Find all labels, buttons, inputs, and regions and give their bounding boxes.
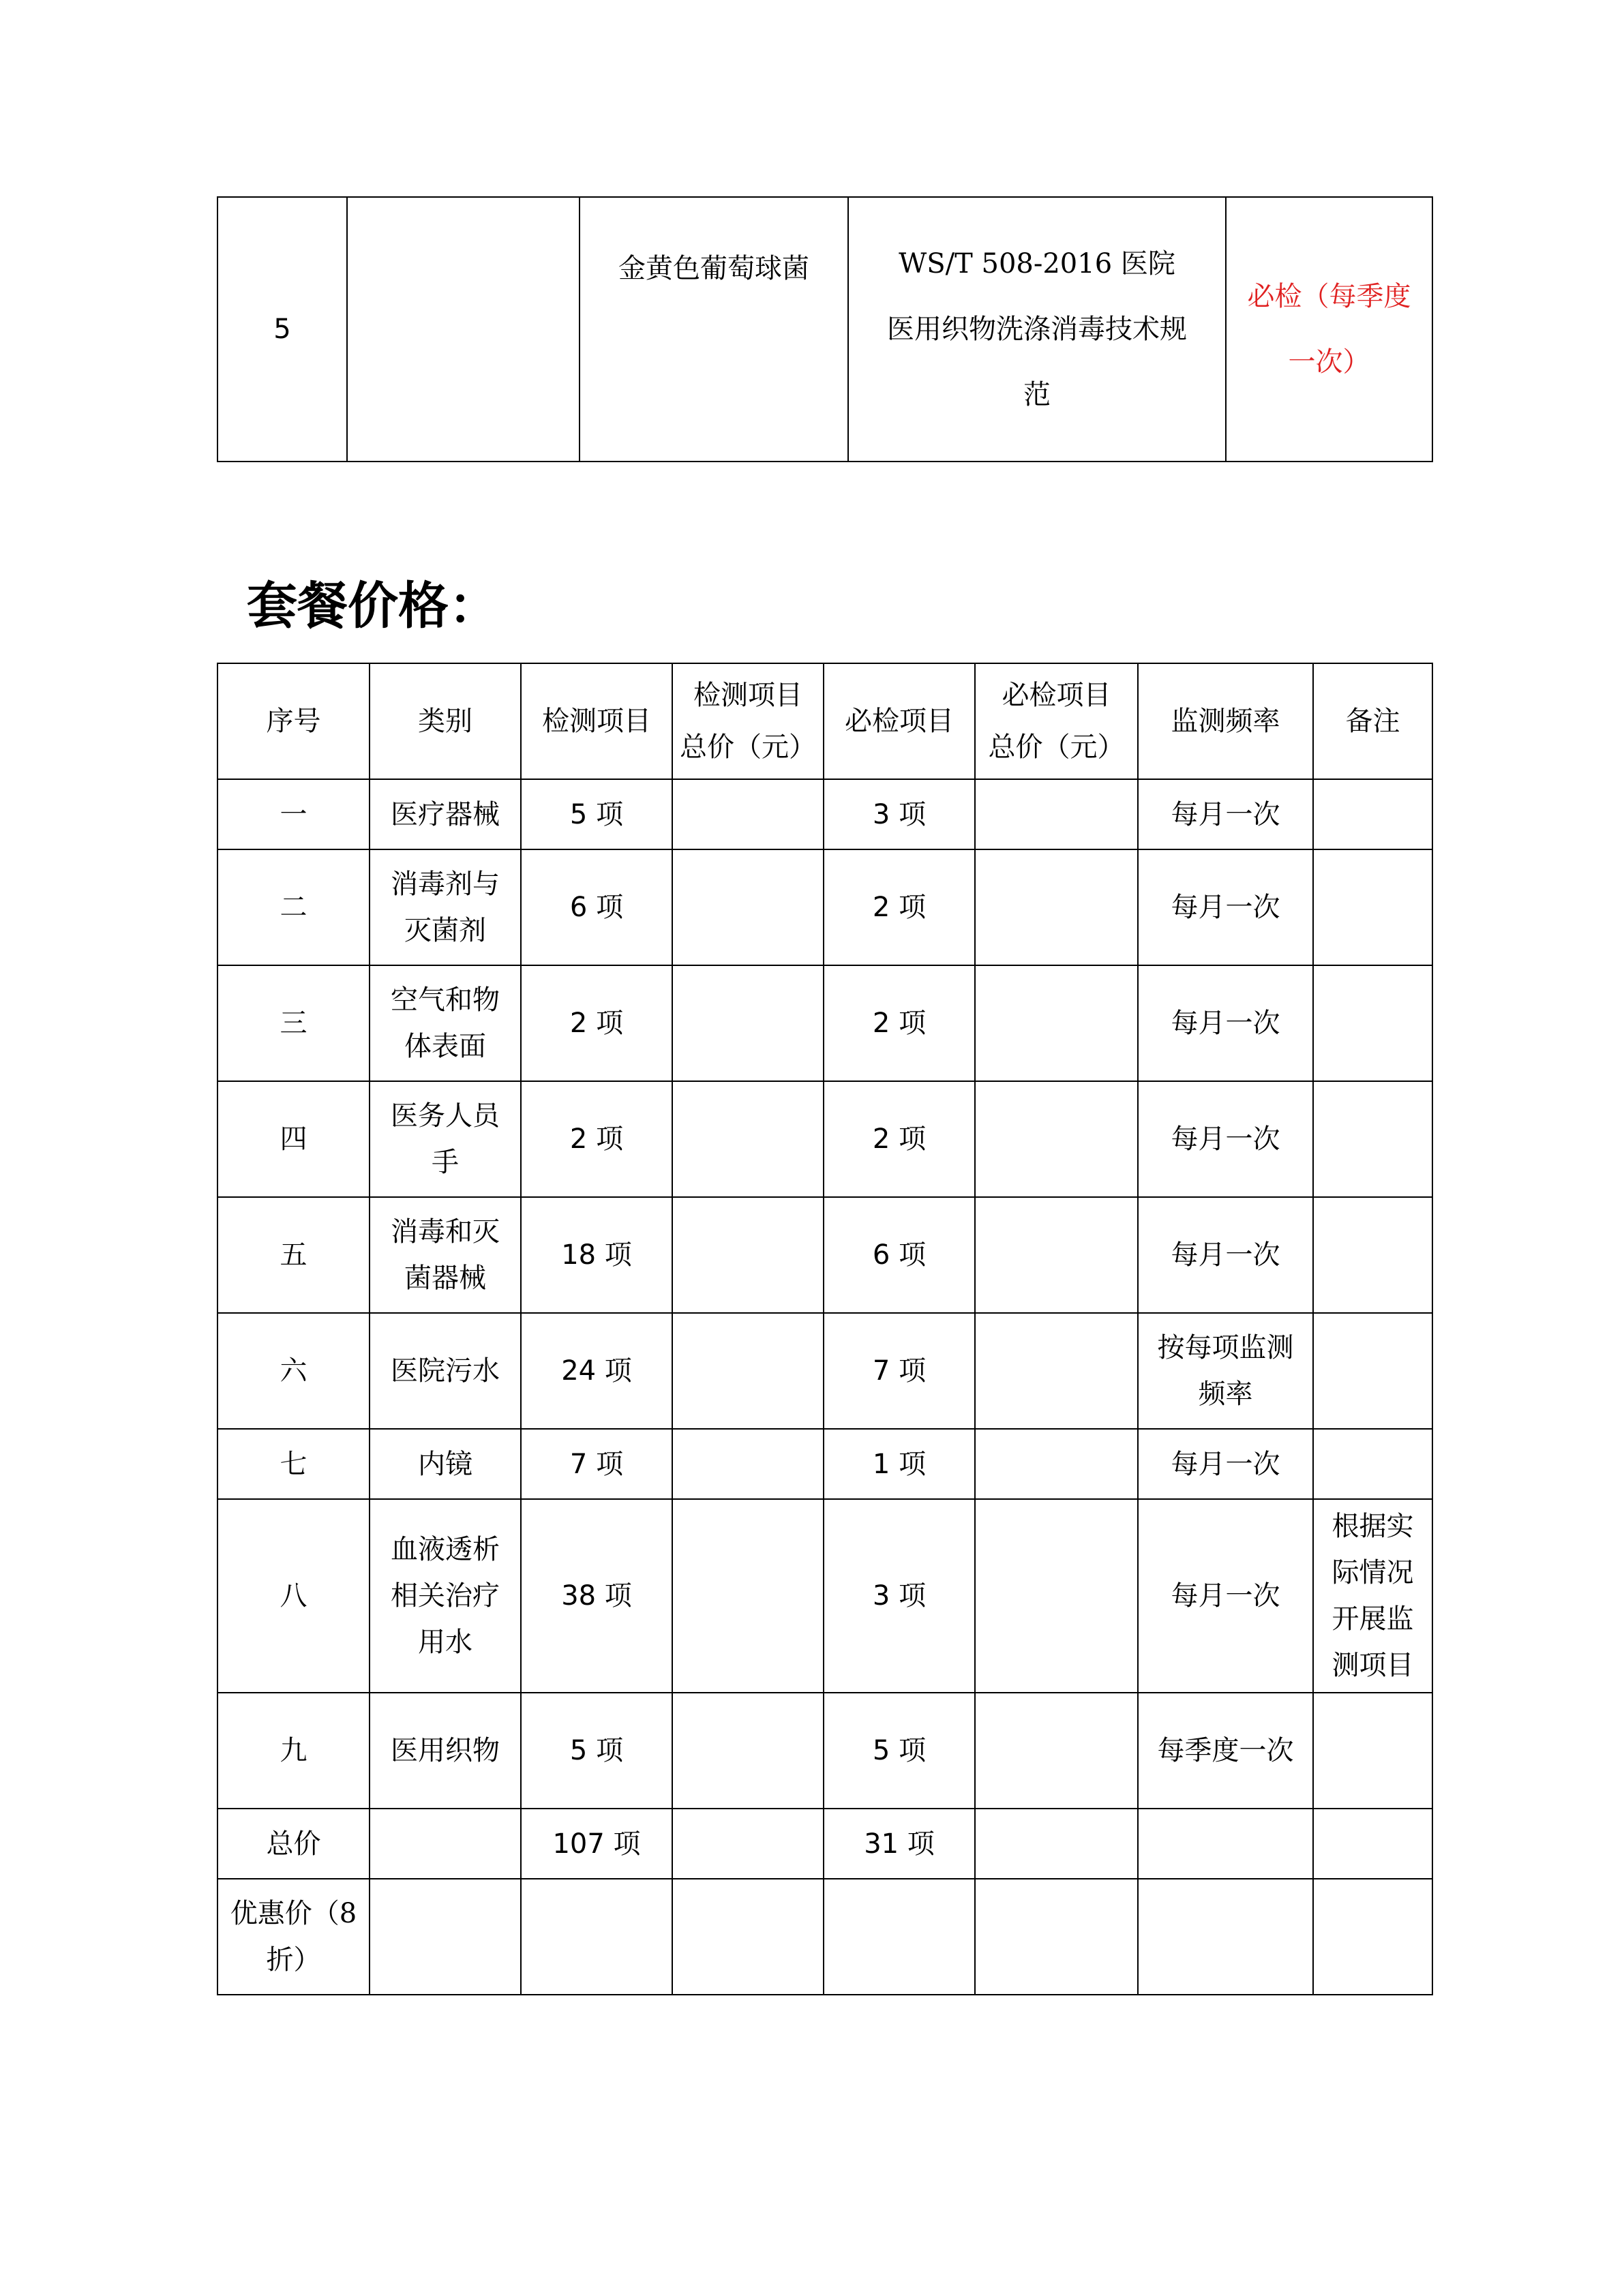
cell-required-items: 3 项 [824, 779, 975, 849]
table-row [217, 1429, 1432, 1499]
discount-category [370, 1879, 521, 1995]
header-row [217, 663, 1432, 779]
cell-test-total [672, 965, 824, 1081]
header-frequency: 监测频率 [1138, 663, 1313, 779]
cell-index: 七 [217, 1429, 370, 1499]
cell-required-items: 1 项 [824, 1429, 975, 1499]
category-line-1: 消毒剂与 [391, 868, 500, 900]
cell-remarks [1313, 849, 1432, 965]
cell-index: 六 [217, 1313, 370, 1429]
cell-frequency [1138, 1313, 1313, 1429]
header-remarks: 备注 [1313, 663, 1432, 779]
table-row [217, 965, 1432, 1081]
cell-frequency: 每月一次 [1138, 965, 1313, 1081]
cell-category: 医院污水 [370, 1313, 521, 1429]
total-required-items: 31 项 [824, 1809, 975, 1879]
standard-line-1: WS/T 508-2016 医院 [899, 248, 1175, 280]
remarks-line-3: 开展监 [1332, 1603, 1414, 1635]
cell-index: 一 [217, 779, 370, 849]
cell-required-items: 2 项 [824, 849, 975, 965]
category-line-2: 手 [432, 1147, 459, 1178]
cell-required-items: 2 项 [824, 965, 975, 1081]
category-line-1: 消毒和灭 [391, 1216, 500, 1248]
cell-required-total [975, 1197, 1138, 1313]
cell-test-items: 6 项 [521, 849, 672, 965]
total-label: 总价 [217, 1809, 370, 1879]
table-row [217, 197, 1432, 462]
cell-test-total [672, 1313, 824, 1429]
frequency-line-2: 频率 [1198, 1378, 1253, 1410]
sampling-items-table [217, 196, 1433, 462]
cell-test-total [672, 1197, 824, 1313]
row-item: 金黄色葡萄球菌 [580, 197, 848, 462]
category-line-1: 血液透析 [391, 1534, 500, 1565]
table-row [217, 1313, 1432, 1429]
cell-frequency: 每月一次 [1138, 1499, 1313, 1693]
table-row [217, 1499, 1432, 1693]
cell-test-items: 7 项 [521, 1429, 672, 1499]
total-row [217, 1809, 1432, 1879]
cell-index: 四 [217, 1081, 370, 1197]
table-row [217, 1081, 1432, 1197]
cell-category [370, 965, 521, 1081]
cell-test-total [672, 779, 824, 849]
cell-required-total [975, 1081, 1138, 1197]
cell-category: 内镜 [370, 1429, 521, 1499]
cell-test-items: 38 项 [521, 1499, 672, 1693]
cell-test-total [672, 1693, 824, 1809]
cell-index: 九 [217, 1693, 370, 1809]
category-line-2: 灭菌剂 [404, 915, 486, 946]
table-row [217, 1197, 1432, 1313]
total-required-price [975, 1809, 1138, 1879]
cell-test-items: 2 项 [521, 1081, 672, 1197]
discount-label [217, 1879, 370, 1995]
category-line-3: 用水 [418, 1627, 472, 1658]
row-note [1226, 197, 1432, 462]
header-required-total [975, 663, 1138, 779]
category-line-2: 菌器械 [404, 1263, 486, 1294]
header-required-total-line-2: 总价（元） [988, 731, 1125, 763]
cell-remarks [1313, 779, 1432, 849]
cell-test-total [672, 1429, 824, 1499]
note-line-2: 一次） [1288, 346, 1370, 378]
category-line-1: 空气和物 [391, 984, 500, 1016]
total-category [370, 1809, 521, 1879]
cell-required-total [975, 779, 1138, 849]
cell-required-items: 2 项 [824, 1081, 975, 1197]
cell-test-items: 18 项 [521, 1197, 672, 1313]
discount-required-items [824, 1879, 975, 1995]
cell-test-items: 5 项 [521, 1693, 672, 1809]
category-line-2: 体表面 [404, 1031, 486, 1062]
cell-remarks [1313, 1429, 1432, 1499]
cell-required-total [975, 965, 1138, 1081]
discount-label-line-2: 折） [266, 1944, 321, 1976]
table-row [217, 779, 1432, 849]
cell-test-items: 24 项 [521, 1313, 672, 1429]
cell-category [370, 1081, 521, 1197]
discount-remarks [1313, 1879, 1432, 1995]
total-remarks [1313, 1809, 1432, 1879]
cell-remarks [1313, 1081, 1432, 1197]
cell-category: 医用织物 [370, 1693, 521, 1809]
total-frequency [1138, 1809, 1313, 1879]
header-test-total-line-2: 总价（元） [680, 731, 816, 763]
header-required-total-line-1: 必检项目 [1002, 680, 1111, 711]
cell-remarks [1313, 1499, 1432, 1693]
header-category: 类别 [370, 663, 521, 779]
category-line-1: 医务人员 [391, 1100, 500, 1132]
row-category [347, 197, 580, 462]
cell-frequency: 每月一次 [1138, 849, 1313, 965]
discount-required-price [975, 1879, 1138, 1995]
cell-remarks [1313, 1313, 1432, 1429]
cell-category [370, 1499, 521, 1693]
total-test-price [672, 1809, 824, 1879]
cell-required-items: 3 项 [824, 1499, 975, 1693]
discount-label-line-1: 优惠价（8 [230, 1898, 357, 1929]
cell-required-total [975, 849, 1138, 965]
cell-index: 二 [217, 849, 370, 965]
package-price-table [217, 663, 1433, 1995]
cell-category: 医疗器械 [370, 779, 521, 849]
cell-test-total [672, 849, 824, 965]
remarks-line-1: 根据实 [1332, 1511, 1414, 1542]
cell-test-total [672, 1499, 824, 1693]
cell-required-total [975, 1429, 1138, 1499]
header-index: 序号 [217, 663, 370, 779]
discount-test-items [521, 1879, 672, 1995]
header-test-total-line-1: 检测项目 [693, 680, 802, 711]
cell-test-items: 2 项 [521, 965, 672, 1081]
cell-required-items: 7 项 [824, 1313, 975, 1429]
discount-row [217, 1879, 1432, 1995]
cell-category [370, 1197, 521, 1313]
row-index: 5 [217, 197, 347, 462]
cell-required-total [975, 1499, 1138, 1693]
cell-frequency: 每月一次 [1138, 779, 1313, 849]
header-required-items: 必检项目 [824, 663, 975, 779]
cell-index: 八 [217, 1499, 370, 1693]
remarks-line-2: 际情况 [1332, 1557, 1414, 1588]
remarks-line-4: 测项目 [1332, 1650, 1414, 1681]
frequency-line-1: 按每项监测 [1157, 1332, 1294, 1363]
discount-test-price [672, 1879, 824, 1995]
discount-frequency [1138, 1879, 1313, 1995]
cell-test-items: 5 项 [521, 779, 672, 849]
row-standard [848, 197, 1226, 462]
standard-line-3: 范 [1023, 379, 1051, 410]
cell-remarks [1313, 1693, 1432, 1809]
cell-required-total [975, 1313, 1138, 1429]
cell-frequency: 每季度一次 [1138, 1693, 1313, 1809]
cell-test-total [672, 1081, 824, 1197]
cell-required-items: 6 项 [824, 1197, 975, 1313]
total-test-items: 107 项 [521, 1809, 672, 1879]
note-line-1: 必检（每季度 [1247, 281, 1411, 312]
cell-remarks [1313, 965, 1432, 1081]
standard-line-2: 医用织物洗涤消毒技术规 [887, 314, 1187, 345]
cell-index: 五 [217, 1197, 370, 1313]
cell-frequency: 每月一次 [1138, 1081, 1313, 1197]
header-test-total [672, 663, 824, 779]
table-row [217, 849, 1432, 965]
cell-frequency: 每月一次 [1138, 1197, 1313, 1313]
cell-index: 三 [217, 965, 370, 1081]
cell-required-total [975, 1693, 1138, 1809]
cell-required-items: 5 项 [824, 1693, 975, 1809]
table-row [217, 1693, 1432, 1809]
category-line-2: 相关治疗 [391, 1580, 500, 1612]
cell-category [370, 849, 521, 965]
section-title: 套餐价格： [247, 577, 499, 635]
header-test-items: 检测项目 [521, 663, 672, 779]
cell-frequency: 每月一次 [1138, 1429, 1313, 1499]
cell-remarks [1313, 1197, 1432, 1313]
